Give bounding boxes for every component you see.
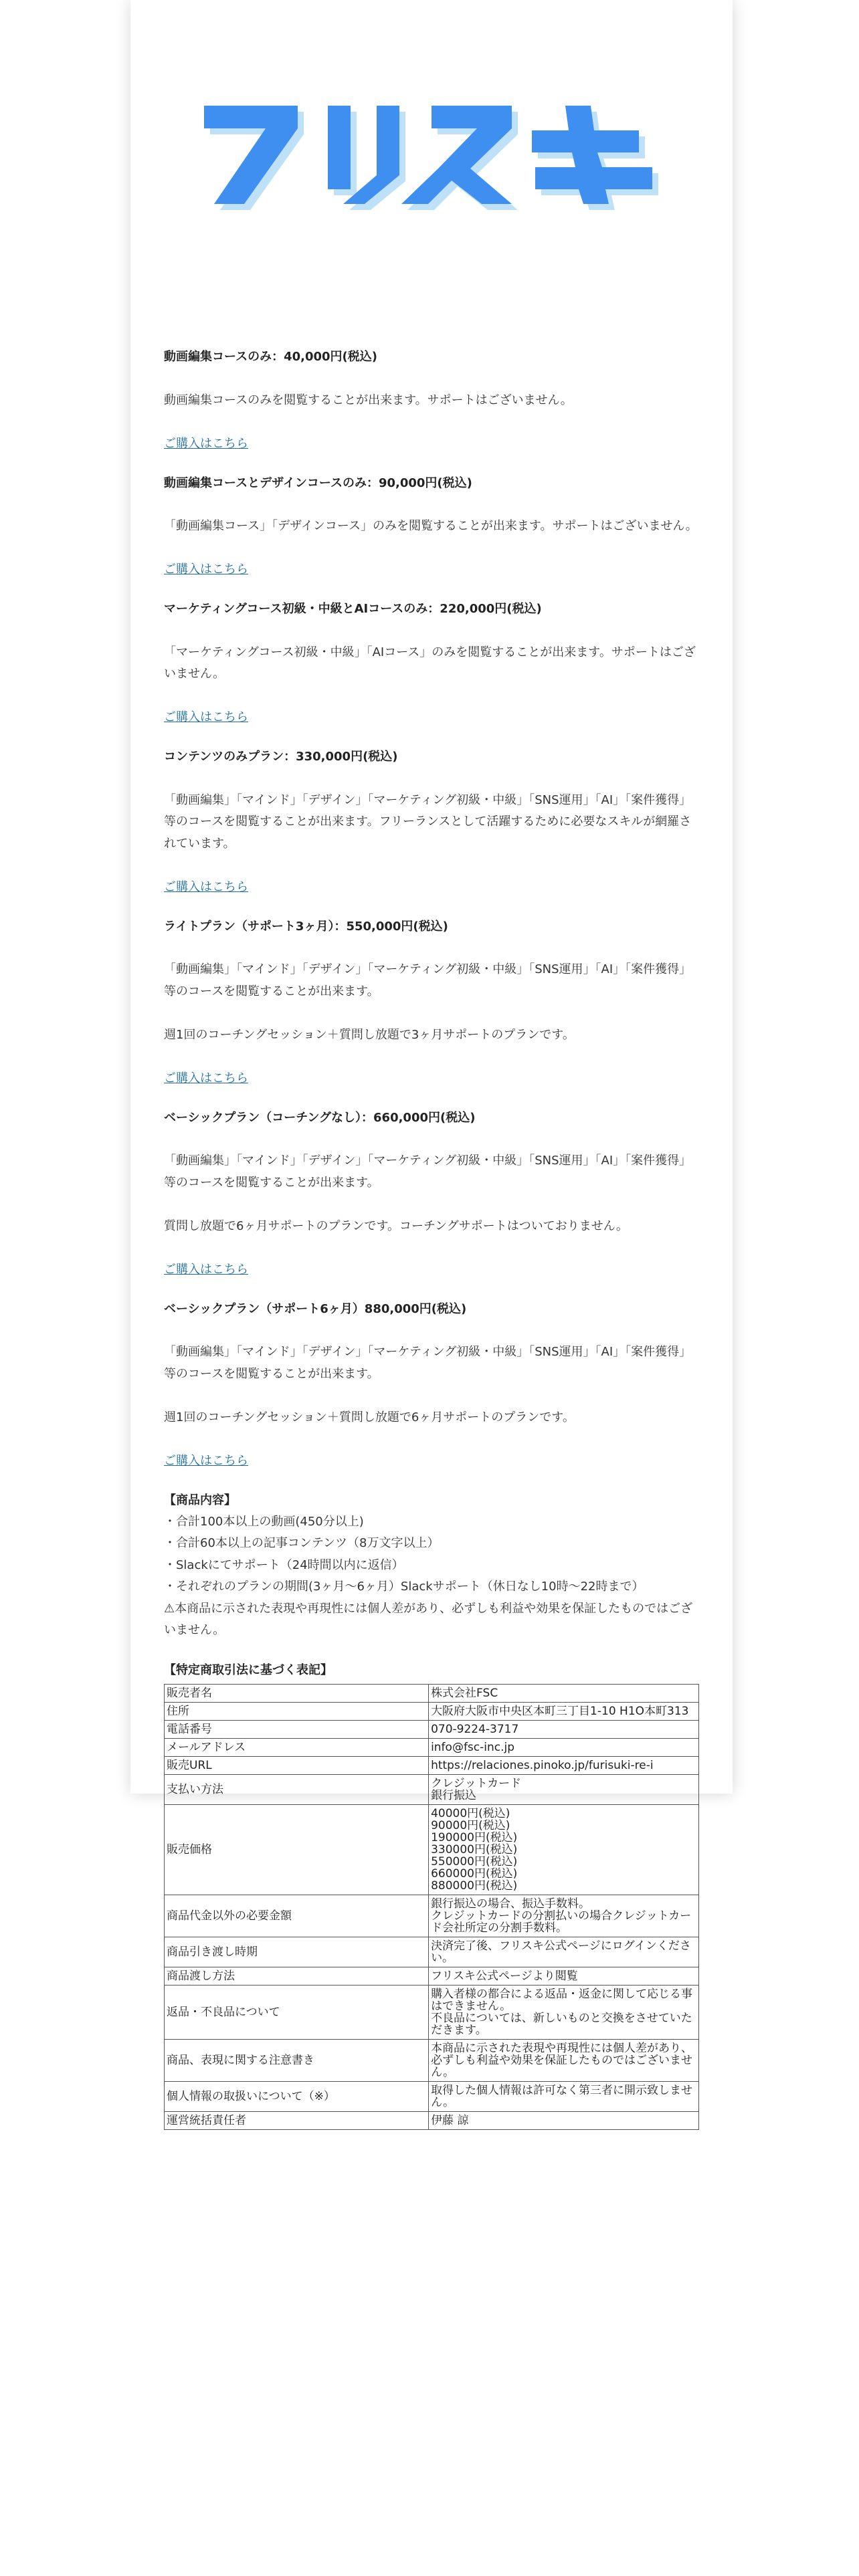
plan-video-only	[164, 346, 699, 455]
disclaimer: ⚠本商品に示された表現や再現性には個人差があり、必ずしも利益や効果を保証したものではございません。	[164, 1601, 693, 1637]
plan-basic-no-coaching	[164, 1107, 699, 1281]
product-contents	[164, 1490, 699, 1642]
law-value-line: 不良品については、新しいものと交換をさせていただきます。	[431, 2011, 692, 2037]
plan-desc-line: 「動画編集コース」「デザインコース」のみを閲覧することが出来ます。サポートはございません。	[164, 519, 698, 533]
law-row-label: 運営統括責任者	[165, 2111, 429, 2129]
law-row-value	[429, 1720, 699, 1738]
law-table-body	[165, 1684, 699, 2129]
plan-desc-line: 動画編集コースのみを閲覧することが出来ます。サポートはございません。	[164, 393, 573, 407]
plan-description	[164, 494, 699, 560]
law-value-line: 550000円(税込)	[431, 1854, 518, 1868]
law-value-line: 銀行振込	[431, 1788, 477, 1802]
law-row-label: 商品、表現に関する注意書き	[165, 2039, 429, 2081]
law-value-line: 取得した個人情報は許可なく第三者に開示致しません。	[431, 2083, 693, 2109]
product-bullet: ・それぞれのプランの期間(3ヶ月〜6ヶ月）Slackサポート（休日なし10時〜22時まで）	[164, 1580, 644, 1594]
product-bullet: ・Slackにてサポート（24時間以内に返信）	[164, 1558, 404, 1572]
law-value-line: 決済完了後、フリスキ公式ページにログインください。	[431, 1939, 691, 1965]
law-row-label: 販売URL	[165, 1756, 429, 1774]
furisuki-logo	[197, 94, 666, 227]
table-row	[165, 1967, 699, 1985]
law-value-line: 880000円(税込)	[431, 1879, 518, 1893]
law-row-value	[429, 2081, 699, 2111]
law-value-line: クレジットカード	[431, 1776, 522, 1790]
plan-description	[164, 620, 699, 707]
law-row-value	[429, 1895, 699, 1937]
law-row-value	[429, 1967, 699, 1985]
law-value-line: 銀行振込の場合、振込手数料。	[431, 1897, 591, 1911]
logo-text: フ	[130, 0, 131, 1]
law-value-line: info@fsc-inc.jp	[431, 1740, 515, 1754]
law-row-value	[429, 1937, 699, 1967]
plan-desc-line: 「動画編集」「マインド」「デザイン」「マーケティング初級・中級」「SNS運用」「AI」「案件獲得」等のコースを閲覧することが出来ます。	[164, 962, 692, 998]
law-row-value	[429, 1702, 699, 1720]
law-row-label: 商品渡し方法	[165, 1967, 429, 1985]
plan-basic-6-months	[164, 1299, 699, 1472]
law-row-label: 個人情報の取扱いについて（※）	[165, 2081, 429, 2111]
table-row	[165, 1738, 699, 1756]
buy-link[interactable]: ご購入はこちら	[164, 562, 248, 576]
table-row	[165, 1804, 699, 1895]
law-value-line: フリスキ公式ページより閲覧	[431, 1969, 578, 1983]
table-row	[165, 1756, 699, 1774]
table-row	[165, 1774, 699, 1804]
plan-desc-line: 質問し放題で6ヶ月サポートのプランです。コーチングサポートはついておりません。	[164, 1218, 628, 1233]
law-value-line: 330000円(税込)	[431, 1842, 518, 1856]
law-value-line: 40000円(税込)	[431, 1806, 510, 1820]
main-content	[164, 346, 699, 2130]
table-row	[165, 1684, 699, 1702]
page-card	[130, 0, 733, 2127]
plan-title: マーケティングコース初級・中級とAIコースのみ：220,000円(税込)	[164, 602, 542, 616]
logo-main	[204, 106, 652, 204]
table-row	[165, 1985, 699, 2039]
plan-light	[164, 916, 699, 1089]
table-row	[165, 2111, 699, 2129]
law-row-label: 商品引き渡し時期	[165, 1937, 429, 1967]
law-row-label: 返品・不良品について	[165, 1985, 429, 2039]
plan-desc-line: 週1回のコーチングセッション＋質問し放題で6ヶ月サポートのプランです。	[164, 1410, 575, 1424]
law-row-value	[429, 1684, 699, 1702]
law-row-value	[429, 1985, 699, 2039]
plan-title: ベーシックプラン（サポート6ヶ月）880,000円(税込)	[164, 1301, 467, 1316]
plan-title: 動画編集コースとデザインコースのみ：90,000円(税込)	[164, 475, 472, 490]
law-row-label: 販売者名	[165, 1684, 429, 1702]
plan-title: ライトプラン（サポート3ヶ月）：550,000円(税込)	[164, 919, 448, 934]
buy-link[interactable]: ご購入はこちら	[164, 436, 248, 451]
plan-description	[164, 368, 699, 433]
law-row-value	[429, 2111, 699, 2129]
law-row-value	[429, 1738, 699, 1756]
law-row-value	[429, 1774, 699, 1804]
buy-link[interactable]: ご購入はこちら	[164, 879, 248, 894]
plan-title: ベーシックプラン（コーチングなし）：660,000円(税込)	[164, 1110, 476, 1125]
plan-contents-only	[164, 746, 699, 898]
law-row-value	[429, 2039, 699, 2081]
law-value-line: 90000円(税込)	[431, 1818, 510, 1832]
law-value-line: https://relaciones.pinoko.jp/furisuki-re-i	[431, 1758, 654, 1772]
plan-desc-line: 「動画編集」「マインド」「デザイン」「マーケティング初級・中級」「SNS運用」「AI」「案件獲得」等のコースを閲覧することが出来ます。フリーランスとして活躍するために必要なスキルが網羅されています。	[164, 792, 692, 851]
commerce-law-table	[164, 1684, 699, 2130]
law-value-line: 本商品に示された表現や再現性には個人差があり、必ずしも利益や効果を保証したものではございません。	[431, 2041, 693, 2079]
plan-desc-line: 「マーケティングコース初級・中級」「AIコース」のみを閲覧することが出来ます。サポートはございません。	[164, 645, 696, 681]
table-row	[165, 2039, 699, 2081]
law-value-line: 伊藤 諒	[431, 2113, 469, 2127]
plan-description	[164, 1129, 699, 1259]
plan-marketing-ai	[164, 599, 699, 728]
law-value-line: 購入者様の都合による返品・返金に関して応じる事はできません。	[431, 1987, 693, 2013]
law-value-line: 190000円(税込)	[431, 1830, 518, 1844]
plan-title: コンテンツのみプラン：330,000円(税込)	[164, 750, 398, 764]
plan-description	[164, 768, 699, 877]
law-value-line: 070-9224-3717	[431, 1722, 519, 1736]
buy-link[interactable]: ご購入はこちら	[164, 1453, 248, 1468]
plan-description	[164, 1320, 699, 1451]
plan-title: 動画編集コースのみ：40,000円(税込)	[164, 350, 378, 364]
law-row-label: 電話番号	[165, 1720, 429, 1738]
law-value-line: 株式会社FSC	[431, 1686, 498, 1700]
buy-link[interactable]: ご購入はこちら	[164, 1262, 248, 1277]
law-value-line: 大阪府大阪市中央区本町三丁目1-10 H1O本町313	[431, 1704, 689, 1718]
table-row	[165, 1720, 699, 1738]
table-row	[165, 1702, 699, 1720]
table-row	[165, 1937, 699, 1967]
table-row	[165, 1895, 699, 1937]
buy-link[interactable]: ご購入はこちら	[164, 1071, 248, 1085]
plan-desc-line: 「動画編集」「マインド」「デザイン」「マーケティング初級・中級」「SNS運用」「AI」「案件獲得」等のコースを閲覧することが出来ます。	[164, 1154, 692, 1190]
plan-desc-line: 「動画編集」「マインド」「デザイン」「マーケティング初級・中級」「SNS運用」「AI」「案件獲得」等のコースを閲覧することが出来ます。	[164, 1345, 692, 1381]
law-row-label: 支払い方法	[165, 1774, 429, 1804]
product-section-title: 【商品内容】	[164, 1493, 236, 1507]
law-row-value	[429, 1756, 699, 1774]
law-row-value	[429, 1804, 699, 1895]
law-row-label: 住所	[165, 1702, 429, 1720]
table-row	[165, 2081, 699, 2111]
plan-video-design	[164, 473, 699, 581]
product-bullet: ・合計100本以上の動画(450分以上)	[164, 1514, 364, 1529]
plan-desc-line: 週1回のコーチングセッション＋質問し放題で3ヶ月サポートのプランです。	[164, 1027, 575, 1042]
law-row-label: メールアドレス	[165, 1738, 429, 1756]
law-row-label: 商品代金以外の必要金額	[165, 1895, 429, 1937]
law-value-line: クレジットカードの分割払いの場合クレジットカード会社所定の分割手数料。	[431, 1909, 692, 1935]
law-section-title: 【特定商取引法に基づく表記】	[164, 1662, 332, 1677]
buy-link[interactable]: ご購入はこちら	[164, 710, 248, 724]
product-bullet: ・合計60本以上の記事コンテンツ（8万文字以上）	[164, 1536, 440, 1550]
law-value-line: 660000円(税込)	[431, 1866, 518, 1881]
law-row-label: 販売価格	[165, 1804, 429, 1895]
plan-description	[164, 938, 699, 1068]
